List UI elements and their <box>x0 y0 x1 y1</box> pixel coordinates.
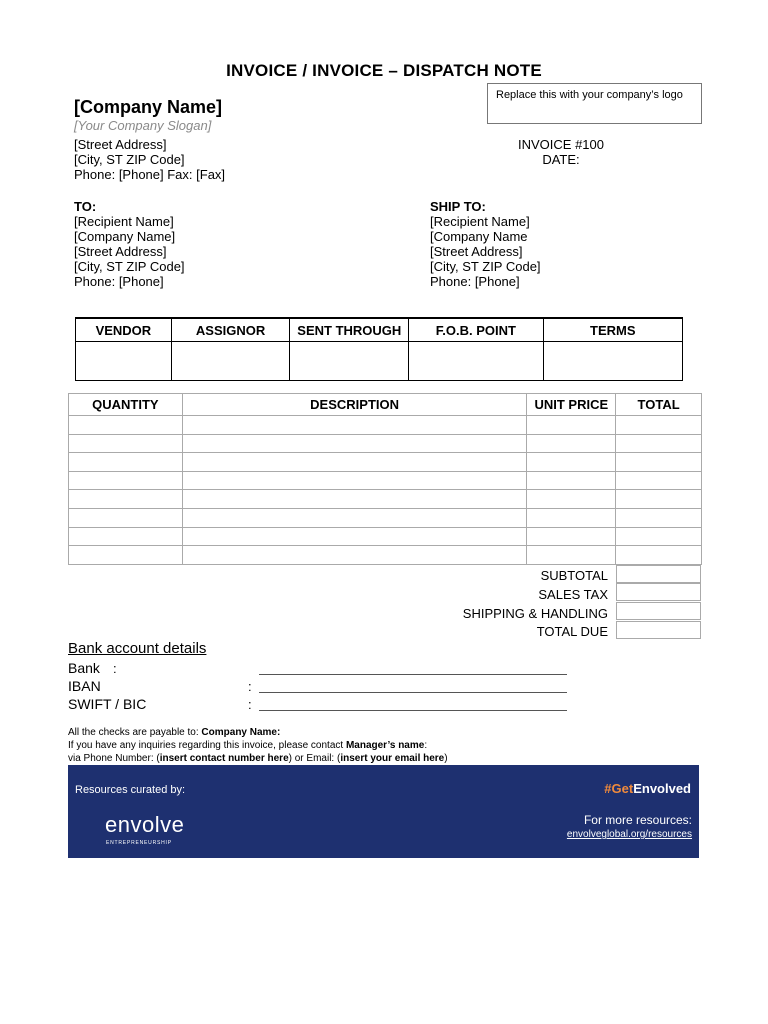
bank-heading: Bank account details <box>68 640 207 657</box>
swift-label: SWIFT / BIC <box>68 696 147 712</box>
inquiries-note: If you have any inquiries regarding this invoice, please contact Manager’s name: <box>68 740 428 751</box>
bank-input-line[interactable] <box>259 674 567 675</box>
item-cell-quantity[interactable] <box>69 508 183 527</box>
items-header-description: DESCRIPTION <box>182 394 527 416</box>
shipping-header-vendor: VENDOR <box>76 318 172 342</box>
item-cell-unit-price[interactable] <box>527 546 616 565</box>
item-cell-description[interactable] <box>182 416 527 435</box>
subtotal-value[interactable] <box>616 565 701 583</box>
item-cell-description[interactable] <box>182 490 527 509</box>
item-cell-unit-price[interactable] <box>527 508 616 527</box>
iban-label: IBAN <box>68 678 101 694</box>
table-row <box>69 453 702 472</box>
item-cell-total[interactable] <box>616 546 702 565</box>
ship-to-line: [Street Address] <box>430 244 523 259</box>
envolve-logo-subtitle: ENTREPRENEURSHIP <box>106 840 172 846</box>
table-row <box>69 434 702 453</box>
to-block <box>74 199 185 289</box>
item-cell-total[interactable] <box>616 471 702 490</box>
item-cell-description[interactable] <box>182 546 527 565</box>
item-cell-unit-price[interactable] <box>527 453 616 472</box>
item-cell-description[interactable] <box>182 527 527 546</box>
ship-to-block <box>430 199 541 289</box>
table-row <box>69 527 702 546</box>
item-cell-total[interactable] <box>616 453 702 472</box>
ship-to-heading: SHIP TO: <box>430 199 486 214</box>
ship-to-line: [City, ST ZIP Code] <box>430 259 541 274</box>
table-row <box>69 508 702 527</box>
bank-label: Bank <box>68 660 100 676</box>
item-cell-description[interactable] <box>182 471 527 490</box>
iban-input-line[interactable] <box>259 692 567 693</box>
shipping-cell-vendor[interactable] <box>76 342 172 381</box>
item-cell-unit-price[interactable] <box>527 490 616 509</box>
company-city: [City, ST ZIP Code] <box>74 152 185 167</box>
ship-to-line: [Company Name <box>430 229 528 244</box>
table-row <box>69 490 702 509</box>
company-name: [Company Name] <box>74 97 223 117</box>
shipping-cell-fob-point[interactable] <box>409 342 543 381</box>
item-cell-description[interactable] <box>182 508 527 527</box>
item-cell-description[interactable] <box>182 453 527 472</box>
item-cell-unit-price[interactable] <box>527 416 616 435</box>
items-header-unit-price: UNIT PRICE <box>527 394 616 416</box>
item-cell-quantity[interactable] <box>69 416 183 435</box>
company-street: [Street Address] <box>74 137 167 152</box>
to-line: [City, ST ZIP Code] <box>74 259 185 274</box>
to-line: Phone: [Phone] <box>74 274 164 289</box>
ship-to-line: Phone: [Phone] <box>430 274 520 289</box>
table-row <box>69 546 702 565</box>
item-cell-unit-price[interactable] <box>527 434 616 453</box>
shipping-header-sent-through: SENT THROUGH <box>290 318 409 342</box>
item-cell-quantity[interactable] <box>69 527 183 546</box>
subtotal-label: SUBTOTAL <box>540 568 608 580</box>
shipping-handling-value[interactable] <box>616 602 701 620</box>
invoice-number: INVOICE #100 <box>518 137 604 152</box>
item-cell-quantity[interactable] <box>69 546 183 565</box>
sales-tax-label: SALES TAX <box>538 587 608 599</box>
invoice-date-label: DATE: <box>542 152 580 167</box>
company-phone-fax: Phone: [Phone] Fax: [Fax] <box>74 167 226 182</box>
item-cell-description[interactable] <box>182 434 527 453</box>
shipping-header-assignor: ASSIGNOR <box>171 318 290 342</box>
item-cell-quantity[interactable] <box>69 453 183 472</box>
to-heading: TO: <box>74 199 97 214</box>
table-row <box>69 471 702 490</box>
items-table <box>68 393 702 565</box>
total-due-label: TOTAL DUE <box>536 624 608 636</box>
more-resources-text: For more resources: <box>583 813 692 827</box>
item-cell-total[interactable] <box>616 490 702 509</box>
bank-colon: : <box>113 661 117 676</box>
item-cell-total[interactable] <box>616 527 702 546</box>
item-cell-total[interactable] <box>616 416 702 435</box>
sales-tax-value[interactable] <box>616 583 701 601</box>
to-line: [Company Name] <box>74 229 176 244</box>
curated-by-text: Resources curated by: <box>75 784 186 796</box>
iban-colon: : <box>248 679 252 694</box>
to-line: [Street Address] <box>74 244 167 259</box>
item-cell-quantity[interactable] <box>69 471 183 490</box>
company-address <box>74 137 225 182</box>
items-header-quantity: QUANTITY <box>69 394 183 416</box>
to-line: [Recipient Name] <box>74 214 174 229</box>
item-cell-unit-price[interactable] <box>527 471 616 490</box>
item-cell-total[interactable] <box>616 508 702 527</box>
shipping-header-fob-point: F.O.B. POINT <box>409 318 543 342</box>
ship-to-line: [Recipient Name] <box>430 214 530 229</box>
shipping-header-terms: TERMS <box>543 318 682 342</box>
swift-input-line[interactable] <box>259 710 567 711</box>
item-cell-unit-price[interactable] <box>527 527 616 546</box>
item-cell-quantity[interactable] <box>69 434 183 453</box>
get-envolved-hashtag: #GetEnvolved <box>604 781 691 796</box>
contact-note: via Phone Number: (insert contact number here) or Email: (insert your email here) <box>68 753 448 764</box>
company-slogan: [Your Company Slogan] <box>74 118 212 133</box>
total-due-value[interactable] <box>616 621 701 639</box>
item-cell-total[interactable] <box>616 434 702 453</box>
items-header-total: TOTAL <box>616 394 702 416</box>
resources-banner <box>68 765 699 858</box>
table-row <box>69 416 702 435</box>
shipping-table <box>75 317 683 381</box>
envolve-logo: envolve <box>105 812 185 837</box>
logo-placeholder: Replace this with your company’s logo <box>487 83 702 124</box>
shipping-cell-sent-through[interactable] <box>290 342 409 381</box>
shipping-cell-terms[interactable] <box>543 342 682 381</box>
page-title: INVOICE / INVOICE – DISPATCH NOTE <box>226 61 542 80</box>
shipping-cell-assignor[interactable] <box>171 342 290 381</box>
resources-link[interactable]: envolveglobal.org/resources <box>566 829 692 840</box>
swift-colon: : <box>248 697 252 712</box>
checks-payable-note: All the checks are payable to: Company Name: <box>68 727 281 738</box>
item-cell-quantity[interactable] <box>69 490 183 509</box>
shipping-handling-label: SHIPPING & HANDLING <box>462 606 608 618</box>
